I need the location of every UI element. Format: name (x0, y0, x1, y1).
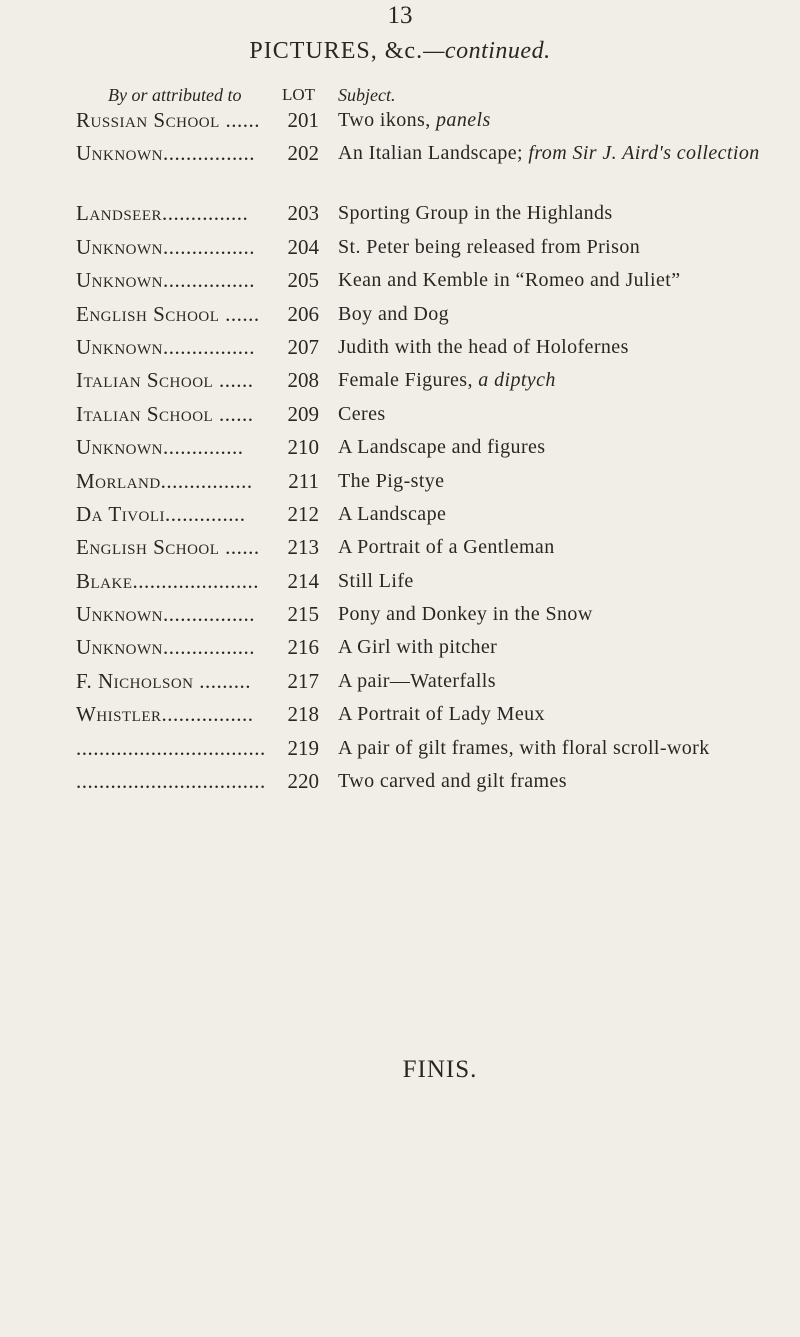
subject-text: Two ikons, panels (338, 109, 491, 131)
subject-text: A pair—Waterfalls (338, 669, 496, 692)
lot-number: 204 (276, 235, 319, 260)
artist-name: Unknown................ (76, 268, 255, 293)
subject-text: Female Figures, a diptych (338, 369, 556, 392)
subject-text: A pair of gilt frames, with floral scroll-work (338, 736, 710, 759)
lot-row (0, 769, 800, 802)
lot-number: 220 (276, 769, 319, 794)
lot-row (0, 569, 800, 602)
lot-number: 205 (276, 268, 319, 293)
subject-text: St. Peter being released from Prison (338, 235, 641, 258)
lot-row (0, 368, 800, 401)
subject-text: Still Life (338, 569, 414, 592)
lot-number: 210 (276, 435, 319, 460)
subject-text: A Landscape (338, 502, 447, 525)
subject-text: An Italian Landscape; from Sir J. Aird's collection (338, 142, 760, 165)
lot-row (0, 201, 800, 234)
title-main: PICTURES, &c. (249, 38, 424, 64)
lot-row (0, 469, 800, 502)
lot-number: 208 (276, 368, 319, 393)
subject-text: A Portrait of Lady Meux (338, 703, 545, 726)
lot-row (0, 736, 800, 769)
subject-text: Sporting Group in the Highlands (338, 202, 613, 225)
subject-text: The Pig-stye (338, 469, 445, 492)
artist-name: English School ...... (76, 301, 260, 326)
artist-name: Blake...................... (76, 568, 259, 593)
lot-number: 202 (276, 141, 319, 166)
subject-text: A Girl with pitcher (338, 636, 498, 659)
artist-name: Unknown................ (76, 334, 255, 359)
lot-number: 209 (276, 402, 319, 427)
lot-number: 219 (276, 736, 319, 761)
subject-text: Kean and Kemble in “Romeo and Juliet” (338, 269, 681, 292)
lot-row (0, 535, 800, 568)
lot-number: 212 (276, 502, 319, 527)
lot-row (0, 602, 800, 635)
artist-name: Landseer............... (76, 201, 249, 226)
artist-name: Unknown.............. (76, 435, 244, 460)
lot-row (0, 635, 800, 668)
artist-name: F. Nicholson ......... (76, 668, 251, 693)
page-title (0, 38, 800, 65)
finis-text: FINIS. (402, 1056, 478, 1083)
subject-text: Ceres (338, 402, 386, 425)
artist-name: Unknown................ (76, 635, 255, 660)
lot-number: 217 (276, 669, 319, 694)
artist-column-header: By or attributed to (108, 85, 242, 105)
subject-text: Two carved and gilt frames (338, 770, 567, 793)
lot-number: 201 (276, 108, 319, 133)
artist-name: Da Tivoli.............. (76, 501, 246, 526)
page-number: 13 (387, 2, 413, 29)
lot-row (0, 108, 800, 141)
artist-name: Unknown................ (76, 234, 255, 259)
subject-text: Pony and Donkey in the Snow (338, 603, 593, 626)
lot-number: 214 (276, 569, 319, 594)
lot-row (0, 141, 800, 201)
artist-name: Morland................ (76, 468, 253, 493)
title-continued: —continued. (423, 38, 551, 64)
subject-text: A Landscape and figures (338, 436, 546, 459)
subject-column-header: Subject. (338, 85, 396, 105)
lot-number: 215 (276, 602, 319, 627)
lot-row (0, 435, 800, 468)
subject-text: A Portrait of a Gentleman (338, 536, 555, 559)
lot-number: 211 (276, 469, 319, 494)
subject-text: Judith with the head of Holofernes (338, 335, 629, 358)
subject-text: Boy and Dog (338, 302, 450, 325)
artist-name: Italian School ...... (76, 401, 254, 426)
lot-row (0, 502, 800, 535)
lot-number: 213 (276, 535, 319, 560)
lot-list (0, 108, 800, 802)
lot-number: 207 (276, 335, 319, 360)
lot-row (0, 235, 800, 268)
lot-row (0, 268, 800, 301)
lot-row (0, 335, 800, 368)
artist-name: English School ...... (76, 535, 260, 560)
lot-column-header: LOT (282, 85, 316, 104)
artist-name: Unknown................ (76, 602, 255, 627)
lot-row (0, 702, 800, 735)
artist-name: Russian School ...... (76, 108, 261, 132)
artist-name: Unknown................ (76, 141, 255, 166)
lot-number: 216 (276, 635, 319, 660)
artist-name: Italian School ...... (76, 368, 254, 393)
artist-name: ................................. (76, 769, 266, 794)
lot-row (0, 302, 800, 335)
artist-name: Whistler................ (76, 702, 254, 727)
artist-name: ................................. (76, 735, 266, 760)
lot-row (0, 669, 800, 702)
lot-number: 206 (276, 302, 319, 327)
lot-row (0, 402, 800, 435)
lot-number: 203 (276, 201, 319, 226)
lot-number: 218 (276, 702, 319, 727)
